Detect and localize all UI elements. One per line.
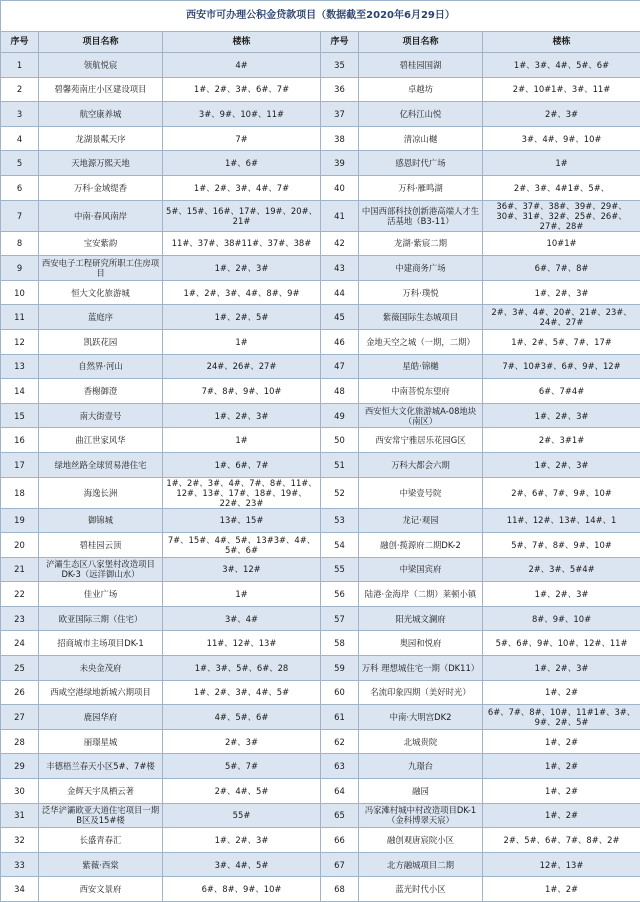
project-name-left: 香榭御澄	[39, 379, 163, 404]
table-row	[1, 582, 640, 607]
row-number-right: 55	[321, 557, 359, 582]
project-name-left: 绿地丝路全球贸易港住宅	[39, 452, 163, 477]
building-list-left: 4#	[163, 53, 321, 78]
row-number-left: 5	[1, 151, 39, 176]
building-list-left: 3#、12#	[163, 557, 321, 582]
building-list-left: 1#、2#、3#、6#、7#	[163, 77, 321, 102]
building-list-left: 7#、15#、4#、5#、13#3#、4#、5#、6#	[163, 533, 321, 558]
building-list-left: 55#	[163, 803, 321, 828]
project-name-right: 中梁国宾府	[359, 557, 483, 582]
building-list-left: 1#、2#、3#、4#、7#	[163, 175, 321, 200]
header-building-left: 楼栋	[163, 32, 321, 53]
project-name-right: 中南·大明宫DK2	[359, 705, 483, 730]
building-list-left: 1#	[163, 428, 321, 453]
building-list-left: 11#、37#、38#11#、37#、38#	[163, 231, 321, 256]
header-num-left: 序号	[1, 32, 39, 53]
project-name-left: 航空康养城	[39, 102, 163, 127]
building-list-right: 1#、2#、3#	[483, 582, 640, 607]
row-number-right: 48	[321, 379, 359, 404]
project-name-right: 中南菩悦东望府	[359, 379, 483, 404]
row-number-left: 30	[1, 779, 39, 804]
building-list-right: 5#、7#、8#、9#、10#	[483, 533, 640, 558]
building-list-left: 3#、4#、5#	[163, 852, 321, 877]
project-name-right: 融创·揽源府二期DK-2	[359, 533, 483, 558]
row-number-left: 11	[1, 305, 39, 330]
building-list-left: 1#	[163, 329, 321, 354]
project-name-right: 西安恒大文化旅游城A-08地块（南区）	[359, 403, 483, 428]
table-row	[1, 557, 640, 582]
project-name-left: 浐灞生态区八家堡村改造项目DK-3（远洋御山水）	[39, 557, 163, 582]
table-row	[1, 477, 640, 508]
project-name-left: 自然界·河山	[39, 354, 163, 379]
row-number-right: 39	[321, 151, 359, 176]
building-list-right: 2#、3#、4#1#、5#、	[483, 175, 640, 200]
project-name-left: 中南·春风南岸	[39, 200, 163, 231]
row-number-right: 65	[321, 803, 359, 828]
project-name-left: 丽璟星城	[39, 729, 163, 754]
row-number-right: 44	[321, 280, 359, 305]
table-row	[1, 452, 640, 477]
building-list-right: 1#、3#、4#、5#、6#	[483, 53, 640, 78]
building-list-right: 10#1#	[483, 231, 640, 256]
table-row	[1, 877, 640, 902]
row-number-left: 19	[1, 508, 39, 533]
row-number-right: 57	[321, 606, 359, 631]
building-list-left: 5#、7#	[163, 754, 321, 779]
row-number-left: 8	[1, 231, 39, 256]
building-list-right: 1#、2#	[483, 779, 640, 804]
table-row	[1, 428, 640, 453]
building-list-right: 1#、2#、3#	[483, 656, 640, 681]
building-list-right: 6#、7#、8#	[483, 256, 640, 281]
table-row	[1, 705, 640, 730]
building-list-right: 8#、9#、10#	[483, 606, 640, 631]
row-number-right: 43	[321, 256, 359, 281]
building-list-right: 1#、2#	[483, 877, 640, 902]
row-number-left: 17	[1, 452, 39, 477]
project-name-left: 恒大文化旅游城	[39, 280, 163, 305]
project-name-left: 蓝庭序	[39, 305, 163, 330]
project-name-left: 紫薇·西棠	[39, 852, 163, 877]
project-name-left: 丰德梧兰春天小区5#、7#楼	[39, 754, 163, 779]
building-list-right: 12#、13#	[483, 852, 640, 877]
project-name-right: 星皓·锦樾	[359, 354, 483, 379]
project-name-left: 西安电子工程研究所职工住房项目	[39, 256, 163, 281]
table-row	[1, 680, 640, 705]
row-number-left: 25	[1, 656, 39, 681]
building-list-right: 11#、12#、13#、14#、1	[483, 508, 640, 533]
header-num-right: 序号	[321, 32, 359, 53]
table-row	[1, 231, 640, 256]
building-list-left: 11#、12#、13#	[163, 631, 321, 656]
building-list-right: 1#、2#、3#	[483, 452, 640, 477]
building-list-right: 1#、2#、5#、7#、17#	[483, 329, 640, 354]
row-number-left: 15	[1, 403, 39, 428]
project-name-right: 九璟台	[359, 754, 483, 779]
row-number-right: 41	[321, 200, 359, 231]
project-name-right: 西安常宁雅居乐花园G区	[359, 428, 483, 453]
row-number-left: 21	[1, 557, 39, 582]
project-name-right: 碧桂园国湖	[359, 53, 483, 78]
building-list-left: 1#、6#	[163, 151, 321, 176]
table-row	[1, 508, 640, 533]
building-list-right: 5#、6#、9#、10#、12#、11#	[483, 631, 640, 656]
row-number-left: 10	[1, 280, 39, 305]
building-list-right: 2#、3#1#	[483, 428, 640, 453]
building-list-left: 1#、2#、3#	[163, 256, 321, 281]
row-number-right: 61	[321, 705, 359, 730]
project-name-right: 感恩时代广场	[359, 151, 483, 176]
table-title: 西安市可办理公积金贷款项目（数据截至2020年6月29日）	[1, 1, 640, 32]
project-name-left: 西咸空港绿地新城六期项目	[39, 680, 163, 705]
building-list-right: 6#、7#、8#、10#、11#1#、3#、9#、2#、5#	[483, 705, 640, 730]
building-list-left: 7#、8#、9#、10#	[163, 379, 321, 404]
project-name-right: 冯家滩村城中村改造项目DK-1（金科博翠天宸）	[359, 803, 483, 828]
row-number-right: 60	[321, 680, 359, 705]
project-name-left: 万科·金域缇香	[39, 175, 163, 200]
row-number-right: 66	[321, 828, 359, 853]
row-number-left: 14	[1, 379, 39, 404]
building-list-right: 1#	[483, 151, 640, 176]
building-list-left: 13#、15#	[163, 508, 321, 533]
row-number-right: 46	[321, 329, 359, 354]
table-row	[1, 256, 640, 281]
building-list-right: 1#、2#	[483, 754, 640, 779]
table-row	[1, 102, 640, 127]
row-number-left: 23	[1, 606, 39, 631]
row-number-right: 42	[321, 231, 359, 256]
project-name-right: 亿科江山悦	[359, 102, 483, 127]
building-list-right: 2#、10#1#、3#、11#	[483, 77, 640, 102]
project-name-left: 凯跃花园	[39, 329, 163, 354]
building-list-left: 6#、8#、9#、10#	[163, 877, 321, 902]
table-row	[1, 779, 640, 804]
project-name-left: 曲江世家风华	[39, 428, 163, 453]
row-number-left: 27	[1, 705, 39, 730]
project-name-right: 龙记·观园	[359, 508, 483, 533]
project-name-left: 南大街壹号	[39, 403, 163, 428]
building-list-left: 1#、2#、3#	[163, 828, 321, 853]
row-number-right: 67	[321, 852, 359, 877]
row-number-right: 64	[321, 779, 359, 804]
table-row	[1, 533, 640, 558]
building-list-left: 3#、9#、10#、11#	[163, 102, 321, 127]
table-row	[1, 852, 640, 877]
project-name-left: 泛华浐灞欧亚大道住宅项目一期B区及15#楼	[39, 803, 163, 828]
project-name-right: 中国西部科技创新港高端人才生活基地（B3-11）	[359, 200, 483, 231]
table-row	[1, 280, 640, 305]
row-number-left: 3	[1, 102, 39, 127]
row-number-right: 45	[321, 305, 359, 330]
project-name-left: 长盛青春汇	[39, 828, 163, 853]
table-row	[1, 403, 640, 428]
row-number-right: 68	[321, 877, 359, 902]
project-name-left: 招商城市主场项目DK-1	[39, 631, 163, 656]
row-number-right: 38	[321, 126, 359, 151]
project-name-left: 宝安紫韵	[39, 231, 163, 256]
project-name-right: 紫薇国际生态城项目	[359, 305, 483, 330]
table-row	[1, 354, 640, 379]
building-list-right: 6#、7#4#	[483, 379, 640, 404]
table-row	[1, 126, 640, 151]
building-list-right: 1#、2#、3#	[483, 280, 640, 305]
row-number-right: 37	[321, 102, 359, 127]
header-name-right: 项目名称	[359, 32, 483, 53]
row-number-right: 58	[321, 631, 359, 656]
row-number-right: 36	[321, 77, 359, 102]
row-number-right: 54	[321, 533, 359, 558]
project-name-left: 领航悦宸	[39, 53, 163, 78]
row-number-left: 20	[1, 533, 39, 558]
row-number-right: 52	[321, 477, 359, 508]
project-name-right: 北方融城项目二期	[359, 852, 483, 877]
project-name-right: 阳光城文澜府	[359, 606, 483, 631]
table-row	[1, 53, 640, 78]
building-list-right: 1#、2#	[483, 729, 640, 754]
project-name-left: 佳业广场	[39, 582, 163, 607]
row-number-left: 6	[1, 175, 39, 200]
row-number-left: 1	[1, 53, 39, 78]
building-list-right: 3#、4#、9#、10#	[483, 126, 640, 151]
project-name-right: 金地天空之城（一期，二期）	[359, 329, 483, 354]
table-row	[1, 151, 640, 176]
row-number-right: 59	[321, 656, 359, 681]
row-number-left: 34	[1, 877, 39, 902]
building-list-right: 1#、2#、3#	[483, 403, 640, 428]
project-name-left: 天地源万熙天地	[39, 151, 163, 176]
table-row	[1, 754, 640, 779]
row-number-left: 12	[1, 329, 39, 354]
building-list-left: 1#、2#、5#	[163, 305, 321, 330]
building-list-left: 2#、3#	[163, 729, 321, 754]
project-name-left: 未央金茂府	[39, 656, 163, 681]
row-number-right: 50	[321, 428, 359, 453]
building-list-right: 2#、6#、7#、9#、10#	[483, 477, 640, 508]
project-name-right: 万科大都会六期	[359, 452, 483, 477]
project-name-right: 名流印象四期（美好时光）	[359, 680, 483, 705]
project-name-right: 清凉山樾	[359, 126, 483, 151]
project-name-right: 卓越坊	[359, 77, 483, 102]
row-number-right: 62	[321, 729, 359, 754]
building-list-left: 24#、26#、27#	[163, 354, 321, 379]
project-name-left: 御锦城	[39, 508, 163, 533]
project-name-right: 融园	[359, 779, 483, 804]
row-number-left: 7	[1, 200, 39, 231]
table-row	[1, 803, 640, 828]
building-list-left: 3#、4#	[163, 606, 321, 631]
building-list-right: 2#、5#、6#、7#、8#、2#	[483, 828, 640, 853]
row-number-right: 56	[321, 582, 359, 607]
building-list-left: 7#	[163, 126, 321, 151]
project-name-right: 龙湖·紫宸二期	[359, 231, 483, 256]
table-row	[1, 175, 640, 200]
row-number-left: 18	[1, 477, 39, 508]
building-list-left: 2#、4#、5#	[163, 779, 321, 804]
building-list-right: 7#、10#3#、6#、9#、12#	[483, 354, 640, 379]
row-number-left: 31	[1, 803, 39, 828]
table-row	[1, 200, 640, 231]
table-row	[1, 77, 640, 102]
building-list-left: 1#、2#、3#	[163, 403, 321, 428]
table-row	[1, 729, 640, 754]
building-list-left: 5#、15#、16#、17#、19#、20#、21#	[163, 200, 321, 231]
building-list-left: 1#、2#、3#、4#、5#	[163, 680, 321, 705]
building-list-right: 1#、2#	[483, 803, 640, 828]
building-list-left: 4#、5#、6#	[163, 705, 321, 730]
building-list-left: 1#、2#、3#、4#、8#、9#	[163, 280, 321, 305]
row-number-left: 4	[1, 126, 39, 151]
row-number-right: 51	[321, 452, 359, 477]
project-name-left: 龙湖景粼天序	[39, 126, 163, 151]
header-building-right: 楼栋	[483, 32, 640, 53]
row-number-left: 16	[1, 428, 39, 453]
building-list-left: 1#、3#、5#、6#、28	[163, 656, 321, 681]
header-name-left: 项目名称	[39, 32, 163, 53]
table-row	[1, 828, 640, 853]
table-row	[1, 305, 640, 330]
row-number-left: 32	[1, 828, 39, 853]
building-list-right: 2#、3#	[483, 102, 640, 127]
table-row	[1, 656, 640, 681]
row-number-left: 26	[1, 680, 39, 705]
table-row	[1, 631, 640, 656]
project-name-left: 鹿园华府	[39, 705, 163, 730]
row-number-right: 49	[321, 403, 359, 428]
project-name-left: 西安文景府	[39, 877, 163, 902]
row-number-left: 9	[1, 256, 39, 281]
building-list-right: 36#、37#、38#、39#、29#、30#、31#、32#、25#、26#、27#、28#	[483, 200, 640, 231]
project-name-right: 中梁壹号院	[359, 477, 483, 508]
project-name-left: 欧亚国际三期（住宅）	[39, 606, 163, 631]
project-name-right: 万科·雁鸣湖	[359, 175, 483, 200]
project-name-left: 海逸长洲	[39, 477, 163, 508]
row-number-right: 53	[321, 508, 359, 533]
row-number-right: 47	[321, 354, 359, 379]
table-body	[1, 53, 640, 902]
row-number-left: 24	[1, 631, 39, 656]
row-number-left: 13	[1, 354, 39, 379]
building-list-left: 1#、2#、3#、4#、7#、8#、11#、12#、13#、17#、18#、19#、22#、23#	[163, 477, 321, 508]
building-list-right: 2#、3#、5#4#	[483, 557, 640, 582]
row-number-right: 63	[321, 754, 359, 779]
project-name-right: 陆港·金海岸（二期）莱顿小镇	[359, 582, 483, 607]
project-name-left: 碧馨苑南庄小区建设项目	[39, 77, 163, 102]
row-number-right: 35	[321, 53, 359, 78]
row-number-left: 22	[1, 582, 39, 607]
table-row	[1, 379, 640, 404]
row-number-left: 28	[1, 729, 39, 754]
building-list-right: 2#、3#、4#、20#、21#、23#、24#、27#	[483, 305, 640, 330]
project-name-right: 蓝光时代小区	[359, 877, 483, 902]
table-row	[1, 606, 640, 631]
project-name-left: 碧桂园云顶	[39, 533, 163, 558]
table-row	[1, 329, 640, 354]
building-list-left: 1#、6#、7#	[163, 452, 321, 477]
project-name-right: 中建商务广场	[359, 256, 483, 281]
row-number-right: 40	[321, 175, 359, 200]
project-name-right: 奥园和悦府	[359, 631, 483, 656]
row-number-left: 33	[1, 852, 39, 877]
project-name-right: 北城贵院	[359, 729, 483, 754]
project-name-left: 金辉天宇凤栖云著	[39, 779, 163, 804]
project-name-right: 万科 理想城住宅一期（DK11）	[359, 656, 483, 681]
row-number-left: 2	[1, 77, 39, 102]
building-list-left: 1#	[163, 582, 321, 607]
building-list-right: 1#、2#	[483, 680, 640, 705]
project-name-right: 万科·璞悦	[359, 280, 483, 305]
row-number-left: 29	[1, 754, 39, 779]
project-name-right: 融创观唐宸院小区	[359, 828, 483, 853]
